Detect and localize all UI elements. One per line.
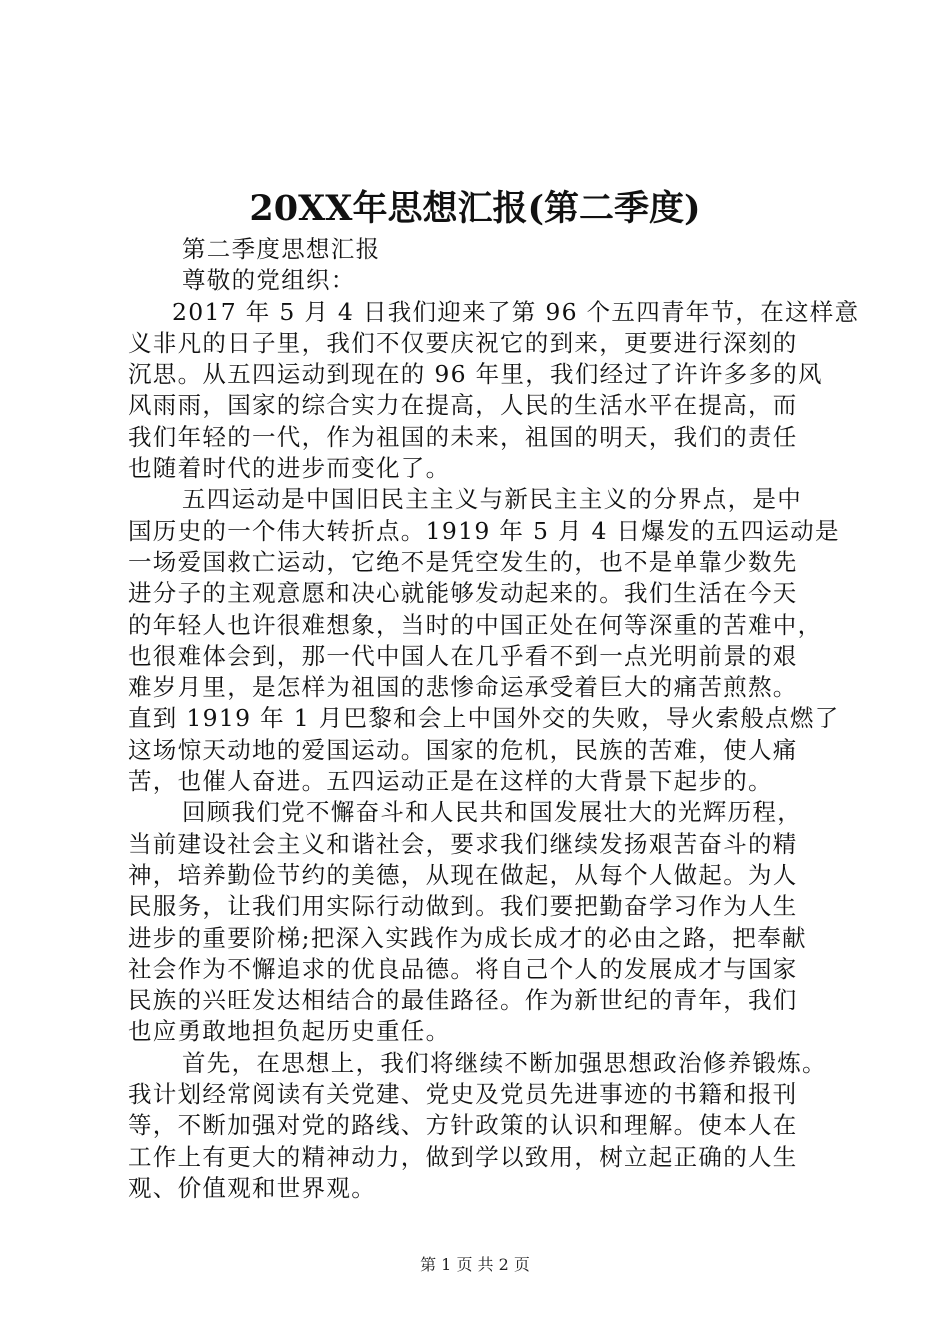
paragraph-line: 首先，在思想上，我们将继续不断加强思想政治修养锻炼。 <box>182 1048 827 1077</box>
document-body <box>128 234 860 1204</box>
paragraph-line: 苦，也催人奋进。五四运动正是在这样的大背景下起步的。 <box>128 767 773 796</box>
paragraph-line: 民服务，让我们用实际行动做到。我们要把勤奋学习作为人生 <box>128 892 798 921</box>
document-subtitle: 第二季度思想汇报 <box>182 235 381 263</box>
paragraph-line: 等，不断加强对党的路线、方针政策的认识和理解。使本人在 <box>128 1111 798 1140</box>
paragraph-line: 民族的兴旺发达相结合的最佳路径。作为新世纪的青年，我们 <box>128 986 798 1015</box>
paragraph-line: 进步的重要阶梯;把深入实践作为成长成才的必由之路，把奉献 <box>128 923 807 952</box>
salutation: 尊敬的党组织： <box>182 266 356 295</box>
paragraph-1 <box>128 297 860 485</box>
paragraph-line: 难岁月里，是怎样为祖国的悲惨命运承受着巨大的痛苦煎熬。 <box>128 673 798 702</box>
paragraph-line: 也很难体会到，那一代中国人在几乎看不到一点光明前景的艰 <box>128 641 798 670</box>
paragraph-line: 直到 1919 年 1 月巴黎和会上中国外交的失败，导火索般点燃了 <box>128 704 840 733</box>
paragraph-line: 风雨雨，国家的综合实力在提高，人民的生活水平在提高，而 <box>128 391 798 420</box>
paragraph-line: 神，培养勤俭节约的美德，从现在做起，从每个人做起。为人 <box>128 860 798 889</box>
paragraph-line: 我计划经常阅读有关党建、党史及党员先进事迹的书籍和报刊 <box>128 1080 798 1109</box>
paragraph-line: 2017 年 5 月 4 日我们迎来了第 96 个五四青年节，在这样意 <box>172 297 860 326</box>
document-title: 20XX年思想汇报(第二季度) <box>249 188 701 229</box>
paragraph-line: 一场爱国救亡运动，它绝不是凭空发生的，也不是单靠少数先 <box>128 547 798 576</box>
paragraph-line: 沉思。从五四运动到现在的 96 年里，我们经过了许许多多的风 <box>128 360 823 389</box>
paragraph-line: 五四运动是中国旧民主主义与新民主主义的分界点，是中 <box>182 485 802 514</box>
paragraph-3 <box>128 797 840 1047</box>
paragraph-line: 社会作为不懈追求的优良品德。将自己个人的发展成才与国家 <box>128 954 798 983</box>
paragraph-line: 我们年轻的一代，作为祖国的未来，祖国的明天，我们的责任 <box>128 422 798 451</box>
paragraph-line: 的年轻人也许很难想象，当时的中国正处在何等深重的苦难中， <box>128 610 823 639</box>
paragraph-line: 工作上有更大的精神动力，做到学以致用，树立起正确的人生 <box>128 1142 798 1171</box>
paragraph-4 <box>128 1048 840 1204</box>
page-footer: 第 1 页 共 2 页 <box>420 1255 530 1274</box>
paragraph-line: 进分子的主观意愿和决心就能够发动起来的。我们生活在今天 <box>128 579 798 608</box>
paragraph-line: 当前建设社会主义和谐社会，要求我们继续发扬艰苦奋斗的精 <box>128 829 798 858</box>
paragraph-line: 也应勇敢地担负起历史重任。 <box>128 1017 451 1046</box>
paragraph-line: 也随着时代的进步而变化了。 <box>128 454 451 483</box>
paragraph-line: 这场惊天动地的爱国运动。国家的危机，民族的苦难，使人痛 <box>128 735 798 764</box>
paragraph-2 <box>128 484 840 797</box>
paragraph-line: 义非凡的日子里，我们不仅要庆祝它的到来，更要进行深刻的 <box>128 328 798 357</box>
paragraph-line: 国历史的一个伟大转折点。1919 年 5 月 4 日爆发的五四运动是 <box>128 516 840 545</box>
paragraph-line: 观、价值观和世界观。 <box>128 1173 376 1202</box>
paragraph-line: 回顾我们党不懈奋斗和人民共和国发展壮大的光辉历程， <box>182 798 802 827</box>
